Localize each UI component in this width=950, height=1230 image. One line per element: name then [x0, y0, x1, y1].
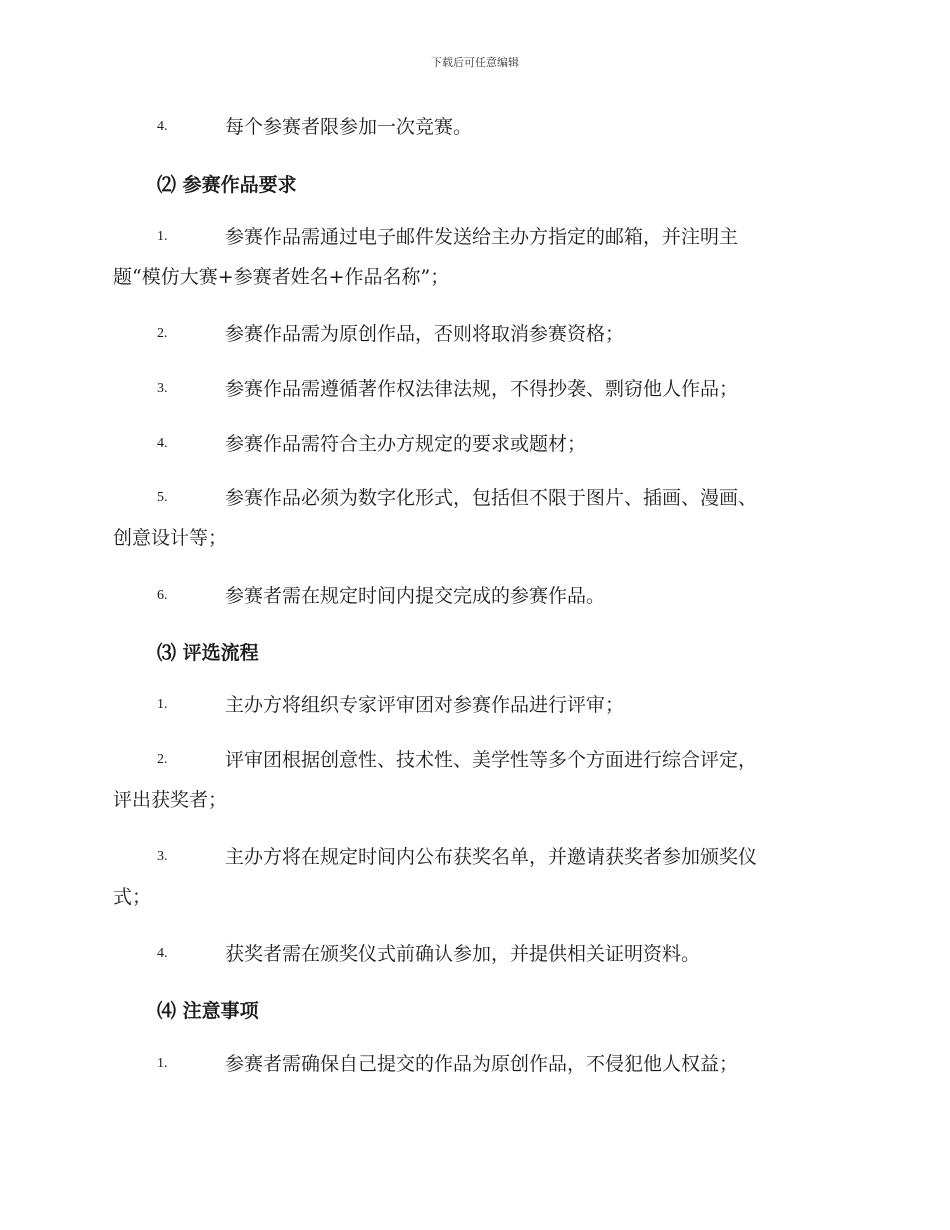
item-text-line1: 参赛作品需遵循著作权法律法规，不得抄袭、剽窃他人作品； [225, 378, 739, 400]
item-text: 每个参赛者限参加一次竞赛。 [225, 116, 473, 138]
item-number: 1. [157, 229, 168, 244]
item-text-line1: 参赛者需在规定时间内提交完成的参赛作品。 [225, 585, 606, 607]
section-heading-2: ⑵ 参赛作品要求 [157, 174, 297, 196]
item-text-line1: 参赛作品需为原创作品，否则将取消参赛资格； [225, 323, 625, 345]
item-text-line1: 主办方将组织专家评审团对参赛作品进行评审； [225, 694, 625, 716]
list-item [113, 1044, 833, 1084]
list-item [113, 837, 833, 917]
item-number: 4. [157, 436, 168, 451]
item-number: 4. [157, 946, 168, 961]
item-number: 2. [157, 752, 168, 767]
section-heading-3: ⑶ 评选流程 [157, 642, 259, 664]
list-item [113, 685, 833, 725]
item-text-line1: 主办方将在规定时间内公布获奖名单，并邀请获奖者参加颁奖仪 [225, 846, 758, 868]
item-text-line1: 参赛者需确保自己提交的作品为原创作品，不侵犯他人权益； [225, 1053, 739, 1075]
item-text-line1: 参赛作品必须为数字化形式，包括但不限于图片、插画、漫画、 [225, 487, 758, 509]
item-number: 6. [157, 588, 168, 603]
list-item [113, 934, 833, 974]
item-number: 2. [157, 326, 168, 341]
list-item [113, 424, 833, 464]
item-text-line1: 参赛作品需符合主办方规定的要求或题材； [225, 433, 587, 455]
list-item [113, 107, 833, 147]
page-header: 下载后可任意编辑 [431, 56, 519, 69]
item-text-line1: 获奖者需在颁奖仪式前确认参加，并提供相关证明资料。 [225, 943, 701, 965]
list-item [113, 217, 833, 297]
item-text-line2: 创意设计等； [113, 527, 228, 549]
item-number: 3. [157, 849, 168, 864]
item-text-line2: 评出获奖者； [113, 789, 228, 811]
item-number: 4. [157, 119, 168, 134]
section-heading-4: ⑷ 注意事项 [157, 1000, 259, 1022]
list-item [113, 740, 833, 820]
item-number: 3. [157, 381, 168, 396]
list-item [113, 576, 833, 616]
item-text-line1: 参赛作品需通过电子邮件发送给主办方指定的邮箱，并注明主 [225, 226, 739, 248]
item-text-line2: 题“模仿大赛+参赛者姓名+作品名称”； [113, 266, 450, 288]
list-item [113, 478, 833, 558]
list-item [113, 369, 833, 409]
item-number: 5. [157, 490, 168, 505]
item-text-line2: 式； [113, 886, 152, 908]
list-item [113, 314, 833, 354]
item-number: 1. [157, 1056, 168, 1071]
item-number: 1. [157, 697, 168, 712]
item-text-line1: 评审团根据创意性、技术性、美学性等多个方面进行综合评定， [225, 749, 758, 771]
